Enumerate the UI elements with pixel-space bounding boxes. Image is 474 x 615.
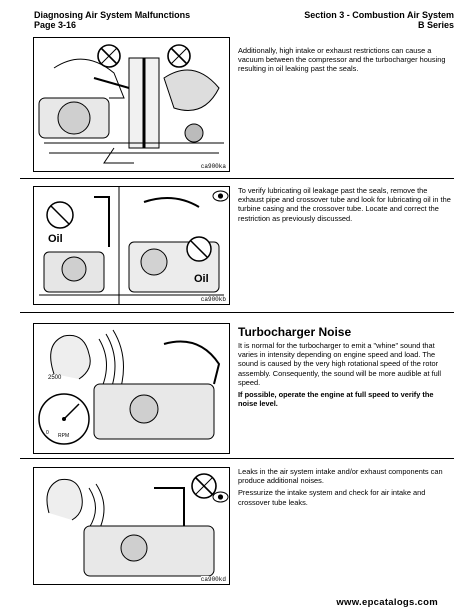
- watermark: www.epcatalogs.com: [336, 597, 438, 608]
- oil-drop-right-icon: [187, 237, 211, 261]
- engine-series: B Series: [417, 20, 454, 30]
- figure-turbo-vacuum: [33, 37, 230, 172]
- figure-code: ca900kd: [200, 576, 226, 583]
- no-symbol-right-icon: [168, 45, 190, 67]
- gauge-value: 2500: [48, 375, 62, 381]
- paragraph: Leaks in the air system intake and/or exhaust components can produce additional noises.: [238, 467, 443, 486]
- paragraph: It is normal for the turbocharger to emit a "whine" sound that varies in intensity depending on engine speed and load. The sound is caused by the very high rotational speed of the rotor assembly. Consequently, the sound will be more audible at full speed.: [238, 341, 442, 387]
- figure-code: ca900ka: [200, 163, 226, 170]
- gauge-zero: 0: [46, 430, 49, 436]
- no-symbol-left-icon: [98, 45, 120, 67]
- paragraph: Pressurize the intake system and check for air intake and crossover tube leaks.: [238, 488, 426, 507]
- divider: [20, 312, 454, 313]
- gauge-unit: RPM: [58, 433, 70, 439]
- section-heading: Turbocharger Noise: [238, 325, 352, 339]
- figure-oil-leak: [33, 186, 230, 305]
- header-left: [34, 10, 190, 30]
- figure-air-leaks: [33, 467, 230, 585]
- chapter-title: Section 3 - Combustion Air System: [304, 10, 454, 20]
- figure-code: ca900kb: [200, 296, 226, 303]
- oil-label-right: Oil: [194, 273, 209, 285]
- divider: [20, 178, 454, 179]
- header-right: [304, 10, 454, 30]
- eye-icon: [212, 490, 229, 502]
- eye-icon: [212, 189, 229, 201]
- divider: [20, 458, 454, 459]
- paragraph: Additionally, high intake or exhaust restrictions can cause a vacuum between the compressor and the turbocharger housing resulting in oil leaking past the seals.: [238, 46, 446, 74]
- oil-leak-illustration: [34, 187, 229, 304]
- air-leak-illustration: [34, 468, 229, 584]
- paragraph-bold: If possible, operate the engine at full speed to verify the noise level.: [238, 390, 434, 409]
- page-number: Page 3-16: [34, 20, 77, 30]
- figure-turbo-noise: [33, 323, 230, 454]
- block2-text: [238, 186, 452, 226]
- turbo-vacuum-illustration: [34, 38, 229, 171]
- turbo-noise-illustration: [34, 324, 229, 453]
- paragraph: To verify lubricating oil leakage past the seals, remove the exhaust pipe and crossover tube and look for lubricating oil in the turbine casing and the crossover tube. Locate and correct the restriction as previously discussed.: [238, 186, 451, 223]
- block1-text: [238, 46, 452, 77]
- oil-label-left: Oil: [48, 233, 63, 245]
- block3-text: [238, 341, 452, 411]
- oil-drop-left-icon: [47, 202, 73, 228]
- section-title: Diagnosing Air System Malfunctions: [34, 10, 191, 20]
- block4-text: [238, 467, 452, 510]
